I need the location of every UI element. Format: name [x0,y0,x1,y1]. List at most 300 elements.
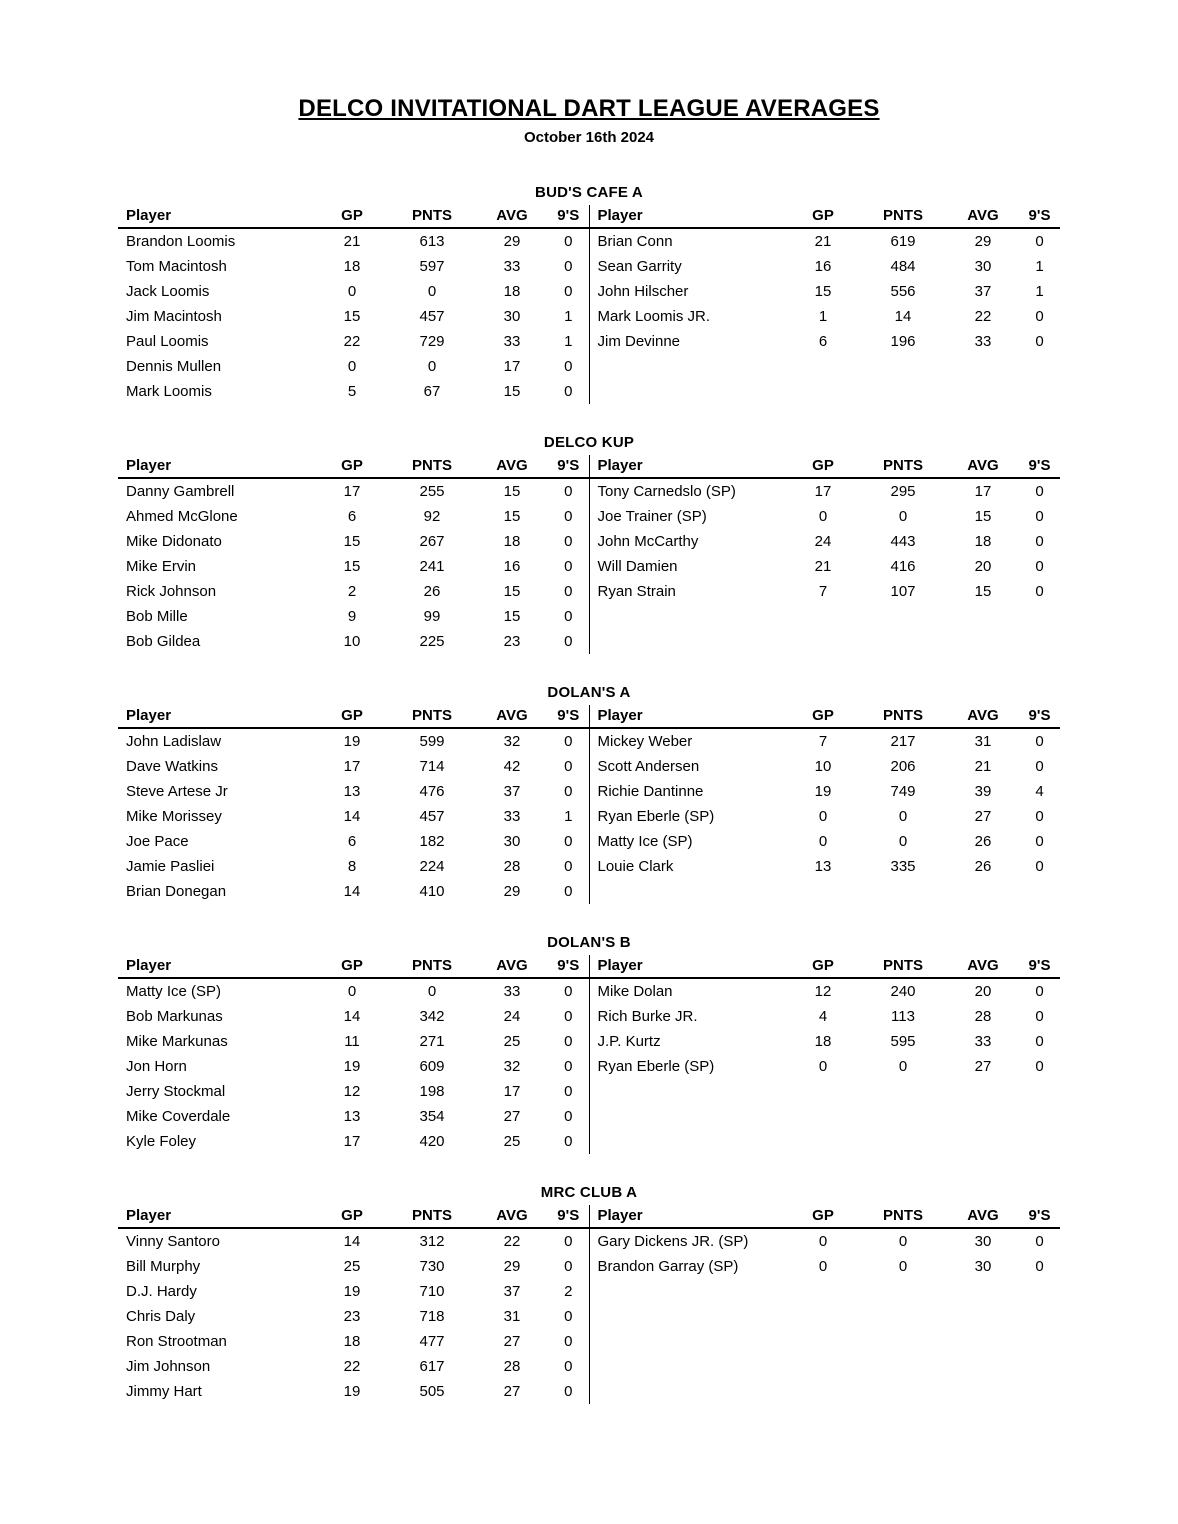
cell-left-player: Brian Donegan [126,883,227,900]
column-header-gp: GP [316,1205,388,1228]
table-header-row [118,705,1060,728]
cell-left-gp: 13 [343,783,361,800]
cell-right-nines: 0 [1035,858,1044,875]
column-header-avg: AVG [947,205,1019,228]
cell-left-nines: 0 [548,228,589,254]
column-header-gp: GP [787,955,859,978]
column-header-pnts: PNTS [859,705,947,728]
cell-left-pnts: 710 [419,1283,445,1300]
cell-right-player: John McCarthy [597,533,699,550]
cell-right-nines: 0 [1035,1033,1044,1050]
cell-right-player: Sean Garrity [597,258,682,275]
cell-left-avg: 28 [503,1358,521,1375]
cell-left-gp: 14 [343,808,361,825]
cell-right-pnts: 619 [890,233,916,250]
cell-left-pnts: 92 [423,508,441,525]
cell-right-gp: 0 [818,1233,828,1250]
cell-left-avg: 37 [503,783,521,800]
cell-left-avg: 42 [503,758,521,775]
cell-left-gp: 19 [343,1283,361,1300]
cell-right-pnts: 14 [894,308,912,325]
cell-left-player: Paul Loomis [126,333,209,350]
cell-right-avg: 21 [974,758,992,775]
cell-right-player [589,879,787,904]
cell-left-avg: 16 [503,558,521,575]
team-name: BUD'S CAFE A [535,184,643,201]
cell-left-nines: 0 [548,254,589,279]
cell-right-pnts [859,629,947,654]
table-row [118,1004,1060,1029]
cell-left-pnts: 420 [419,1133,445,1150]
column-header-gp: GP [316,955,388,978]
table-row [118,1279,1060,1304]
column-header-pnts: PNTS [859,955,947,978]
table-row [118,279,1060,304]
cell-left-player: Dennis Mullen [126,358,222,375]
cell-left-gp: 2 [347,583,357,600]
cell-left-player: Bill Murphy [126,1258,201,1275]
cell-right-avg: 33 [974,1033,992,1050]
cell-right-pnts: 206 [890,758,916,775]
cell-left-nines: 0 [548,779,589,804]
cell-right-pnts: 556 [890,283,916,300]
cell-right-gp [787,379,859,404]
cell-right-gp [787,1104,859,1129]
cell-left-gp: 15 [343,533,361,550]
cell-left-avg: 23 [503,633,521,650]
cell-right-pnts: 196 [890,333,916,350]
cell-left-pnts: 457 [419,808,445,825]
cell-left-nines: 0 [548,978,589,1004]
column-header-nines: 9'S [548,705,589,728]
cell-right-player: Will Damien [597,558,678,575]
table-row [118,504,1060,529]
cell-left-pnts: 99 [423,608,441,625]
team-block [118,684,1060,904]
cell-right-avg [947,1279,1019,1304]
cell-left-avg: 15 [503,383,521,400]
table-row [118,254,1060,279]
cell-right-gp: 0 [818,508,828,525]
cell-left-gp: 17 [343,483,361,500]
cell-left-pnts: 224 [419,858,445,875]
cell-right-nines: 0 [1035,508,1044,525]
cell-right-avg: 39 [974,783,992,800]
cell-right-gp [787,1354,859,1379]
cell-left-avg: 27 [503,1333,521,1350]
cell-left-pnts: 476 [419,783,445,800]
team-stats-table [118,1205,1060,1404]
cell-right-gp: 7 [818,583,828,600]
cell-right-pnts: 295 [890,483,916,500]
cell-left-player: Jamie Pasliei [126,858,215,875]
cell-left-pnts: 597 [419,258,445,275]
cell-left-pnts: 613 [419,233,445,250]
column-header-pnts: PNTS [859,1205,947,1228]
cell-right-nines: 4 [1035,783,1044,800]
cell-left-gp: 0 [347,358,357,375]
cell-left-gp: 17 [343,758,361,775]
cell-left-player: Kyle Foley [126,1133,197,1150]
cell-right-player: Mickey Weber [597,733,693,750]
teams-container [118,184,1060,1404]
cell-left-nines: 0 [548,829,589,854]
cell-right-nines: 0 [1035,983,1044,1000]
column-header-player: Player [589,705,787,728]
column-header-avg: AVG [476,955,548,978]
cell-right-nines: 0 [1035,758,1044,775]
cell-left-pnts: 599 [419,733,445,750]
cell-left-nines: 0 [548,1129,589,1154]
cell-right-player: Matty Ice (SP) [597,833,693,850]
cell-left-avg: 17 [503,358,521,375]
cell-right-nines: 1 [1035,283,1044,300]
cell-right-avg: 27 [974,808,992,825]
column-header-gp: GP [316,205,388,228]
team-stats-table [118,205,1060,404]
cell-right-gp [787,1279,859,1304]
column-header-nines: 9'S [548,205,589,228]
table-row [118,478,1060,504]
cell-left-nines: 0 [548,1228,589,1254]
cell-left-nines: 0 [548,1354,589,1379]
column-header-nines: 9'S [1019,705,1060,728]
table-row [118,604,1060,629]
table-row [118,854,1060,879]
cell-right-player: Mike Dolan [597,983,673,1000]
cell-right-avg: 27 [974,1058,992,1075]
cell-right-gp: 10 [814,758,832,775]
team-block [118,934,1060,1154]
cell-left-avg: 32 [503,733,521,750]
cell-left-player: Danny Gambrell [126,483,235,500]
column-header-nines: 9'S [1019,455,1060,478]
cell-left-avg: 33 [503,808,521,825]
cell-left-nines: 0 [548,554,589,579]
cell-right-pnts: 416 [890,558,916,575]
cell-left-nines: 0 [548,754,589,779]
cell-right-player: Ryan Eberle (SP) [597,1058,715,1075]
cell-left-player: Mike Markunas [126,1033,228,1050]
cell-left-player: Matty Ice (SP) [126,983,222,1000]
cell-right-avg [947,1379,1019,1404]
cell-right-gp [787,354,859,379]
cell-left-player: Joe Pace [126,833,189,850]
cell-left-avg: 17 [503,1083,521,1100]
cell-right-nines [1019,629,1060,654]
cell-left-pnts: 267 [419,533,445,550]
cell-left-pnts: 505 [419,1383,445,1400]
cell-left-pnts: 255 [419,483,445,500]
column-header-gp: GP [787,205,859,228]
cell-left-gp: 19 [343,1058,361,1075]
cell-left-player: Mike Coverdale [126,1108,231,1125]
team-stats-table [118,955,1060,1154]
cell-left-gp: 6 [347,508,357,525]
cell-right-gp [787,629,859,654]
column-header-nines: 9'S [1019,205,1060,228]
cell-left-gp: 19 [343,1383,361,1400]
table-header-row [118,955,1060,978]
column-header-player: Player [118,955,316,978]
cell-right-player: Jim Devinne [597,333,681,350]
cell-left-avg: 15 [503,483,521,500]
column-header-pnts: PNTS [388,1205,476,1228]
cell-left-gp: 10 [343,633,361,650]
cell-left-nines: 0 [548,1054,589,1079]
cell-right-gp: 18 [814,1033,832,1050]
cell-right-avg: 31 [974,733,992,750]
cell-right-avg [947,879,1019,904]
cell-right-gp: 6 [818,333,828,350]
team-stats-table [118,705,1060,904]
cell-left-gp: 15 [343,558,361,575]
column-header-nines: 9'S [548,1205,589,1228]
cell-left-player: Mike Morissey [126,808,222,825]
cell-left-player: Brandon Loomis [126,233,236,250]
cell-right-nines: 0 [1035,558,1044,575]
cell-right-player: Louie Clark [597,858,674,875]
cell-left-gp: 9 [347,608,357,625]
cell-right-player: Mark Loomis JR. [597,308,711,325]
cell-right-pnts: 749 [890,783,916,800]
table-row [118,1029,1060,1054]
cell-right-nines [1019,1079,1060,1104]
cell-left-gp: 0 [347,283,357,300]
column-header-avg: AVG [947,705,1019,728]
cell-left-avg: 15 [503,608,521,625]
cell-right-pnts [859,1279,947,1304]
table-row [118,1304,1060,1329]
table-row [118,1228,1060,1254]
column-header-pnts: PNTS [388,455,476,478]
cell-left-pnts: 0 [427,358,437,375]
cell-right-gp: 0 [818,808,828,825]
cell-left-gp: 5 [347,383,357,400]
column-header-nines: 9'S [548,455,589,478]
cell-right-pnts: 443 [890,533,916,550]
cell-right-pnts: 0 [898,1233,908,1250]
column-header-pnts: PNTS [388,705,476,728]
column-header-gp: GP [316,705,388,728]
column-header-pnts: PNTS [388,955,476,978]
cell-right-avg: 30 [974,258,992,275]
cell-right-player [589,1379,787,1404]
cell-right-nines [1019,1104,1060,1129]
cell-right-player [589,1354,787,1379]
cell-left-pnts: 718 [419,1308,445,1325]
cell-right-player: Brian Conn [597,233,673,250]
cell-left-gp: 17 [343,1133,361,1150]
table-header-row [118,455,1060,478]
cell-right-player: J.P. Kurtz [597,1033,661,1050]
table-row [118,1129,1060,1154]
cell-right-nines: 0 [1035,833,1044,850]
cell-right-avg: 26 [974,858,992,875]
cell-right-nines [1019,1379,1060,1404]
cell-right-gp: 1 [818,308,828,325]
cell-left-pnts: 617 [419,1358,445,1375]
table-row [118,728,1060,754]
cell-left-pnts: 342 [419,1008,445,1025]
cell-left-nines: 0 [548,854,589,879]
cell-left-avg: 18 [503,283,521,300]
cell-right-gp: 24 [814,533,832,550]
cell-left-nines: 1 [548,329,589,354]
cell-right-gp: 4 [818,1008,828,1025]
cell-left-pnts: 410 [419,883,445,900]
cell-right-gp: 0 [818,1258,828,1275]
cell-right-avg: 18 [974,533,992,550]
cell-left-avg: 32 [503,1058,521,1075]
cell-left-gp: 18 [343,1333,361,1350]
team-name: DOLAN'S A [547,684,631,701]
cell-right-player: Rich Burke JR. [597,1008,698,1025]
cell-right-avg: 28 [974,1008,992,1025]
cell-left-pnts: 26 [423,583,441,600]
cell-left-nines: 0 [548,1329,589,1354]
table-row [118,754,1060,779]
cell-left-player: Mike Didonato [126,533,222,550]
cell-left-avg: 33 [503,333,521,350]
table-row [118,779,1060,804]
cell-left-player: Jim Johnson [126,1358,211,1375]
cell-left-nines: 0 [548,354,589,379]
column-header-avg: AVG [476,455,548,478]
cell-right-player [589,1304,787,1329]
cell-right-nines [1019,1329,1060,1354]
cell-right-gp [787,1329,859,1354]
cell-left-avg: 33 [503,983,521,1000]
cell-right-gp [787,879,859,904]
cell-left-avg: 25 [503,1133,521,1150]
table-row [118,579,1060,604]
column-header-avg: AVG [476,705,548,728]
cell-right-avg [947,604,1019,629]
cell-right-player [589,1079,787,1104]
cell-left-player: Jon Horn [126,1058,187,1075]
team-block [118,184,1060,404]
column-header-avg: AVG [947,1205,1019,1228]
cell-left-nines: 0 [548,579,589,604]
cell-right-pnts: 240 [890,983,916,1000]
cell-left-avg: 30 [503,308,521,325]
cell-left-nines: 0 [548,1104,589,1129]
cell-right-nines: 0 [1035,308,1044,325]
cell-right-gp: 13 [814,858,832,875]
cell-left-pnts: 241 [419,558,445,575]
table-row [118,1054,1060,1079]
cell-right-pnts: 335 [890,858,916,875]
cell-right-player [589,354,787,379]
cell-right-pnts [859,1304,947,1329]
cell-left-gp: 14 [343,1008,361,1025]
cell-right-gp [787,1304,859,1329]
cell-right-gp: 0 [818,833,828,850]
cell-left-gp: 15 [343,308,361,325]
cell-left-gp: 19 [343,733,361,750]
column-header-avg: AVG [947,955,1019,978]
cell-right-pnts [859,1329,947,1354]
cell-right-player: Gary Dickens JR. (SP) [597,1233,749,1250]
cell-right-gp: 19 [814,783,832,800]
column-header-gp: GP [316,455,388,478]
table-row [118,629,1060,654]
cell-left-nines: 0 [548,1029,589,1054]
cell-left-pnts: 198 [419,1083,445,1100]
cell-right-pnts: 0 [898,508,908,525]
cell-left-nines: 0 [548,1254,589,1279]
cell-right-avg: 15 [974,508,992,525]
cell-right-pnts [859,604,947,629]
cell-left-gp: 18 [343,258,361,275]
cell-right-pnts [859,879,947,904]
table-row [118,829,1060,854]
cell-left-player: Jimmy Hart [126,1383,202,1400]
page-subtitle: October 16th 2024 [523,129,655,146]
cell-left-gp: 14 [343,1233,361,1250]
cell-left-player: Jerry Stockmal [126,1083,226,1100]
cell-right-nines: 0 [1035,1233,1044,1250]
cell-left-pnts: 0 [427,983,437,1000]
column-header-player: Player [589,1205,787,1228]
cell-right-player [589,1129,787,1154]
cell-right-nines: 0 [1035,333,1044,350]
cell-right-avg: 26 [974,833,992,850]
cell-left-avg: 15 [503,583,521,600]
cell-left-player: Mark Loomis [126,383,212,400]
cell-left-avg: 29 [503,883,521,900]
cell-left-player: Bob Markunas [126,1008,223,1025]
cell-right-gp: 21 [814,558,832,575]
cell-right-player [589,1279,787,1304]
cell-left-gp: 12 [343,1083,361,1100]
table-row [118,554,1060,579]
cell-left-avg: 30 [503,833,521,850]
cell-left-player: D.J. Hardy [126,1283,197,1300]
cell-left-gp: 14 [343,883,361,900]
cell-left-avg: 29 [503,1258,521,1275]
cell-left-player: Ron Strootman [126,1333,227,1350]
cell-left-nines: 0 [548,879,589,904]
cell-left-nines: 0 [548,1079,589,1104]
column-header-gp: GP [787,1205,859,1228]
team-block [118,434,1060,654]
table-row [118,354,1060,379]
cell-right-gp: 0 [818,1058,828,1075]
cell-left-avg: 15 [503,508,521,525]
cell-right-avg: 29 [974,233,992,250]
cell-left-nines: 0 [548,1379,589,1404]
cell-left-gp: 11 [344,1033,360,1050]
cell-left-player: Bob Gildea [126,633,201,650]
table-row [118,978,1060,1004]
cell-left-player: Jack Loomis [126,283,210,300]
cell-left-pnts: 714 [419,758,445,775]
cell-right-gp: 17 [814,483,832,500]
table-header-row [118,205,1060,228]
cell-right-avg: 20 [974,558,992,575]
cell-right-avg: 30 [974,1233,992,1250]
cell-left-nines: 1 [548,804,589,829]
table-header-row [118,1205,1060,1228]
cell-left-avg: 18 [503,533,521,550]
cell-right-pnts: 0 [898,1258,908,1275]
cell-left-nines: 0 [548,529,589,554]
table-row [118,379,1060,404]
cell-left-avg: 31 [503,1308,521,1325]
table-row [118,879,1060,904]
